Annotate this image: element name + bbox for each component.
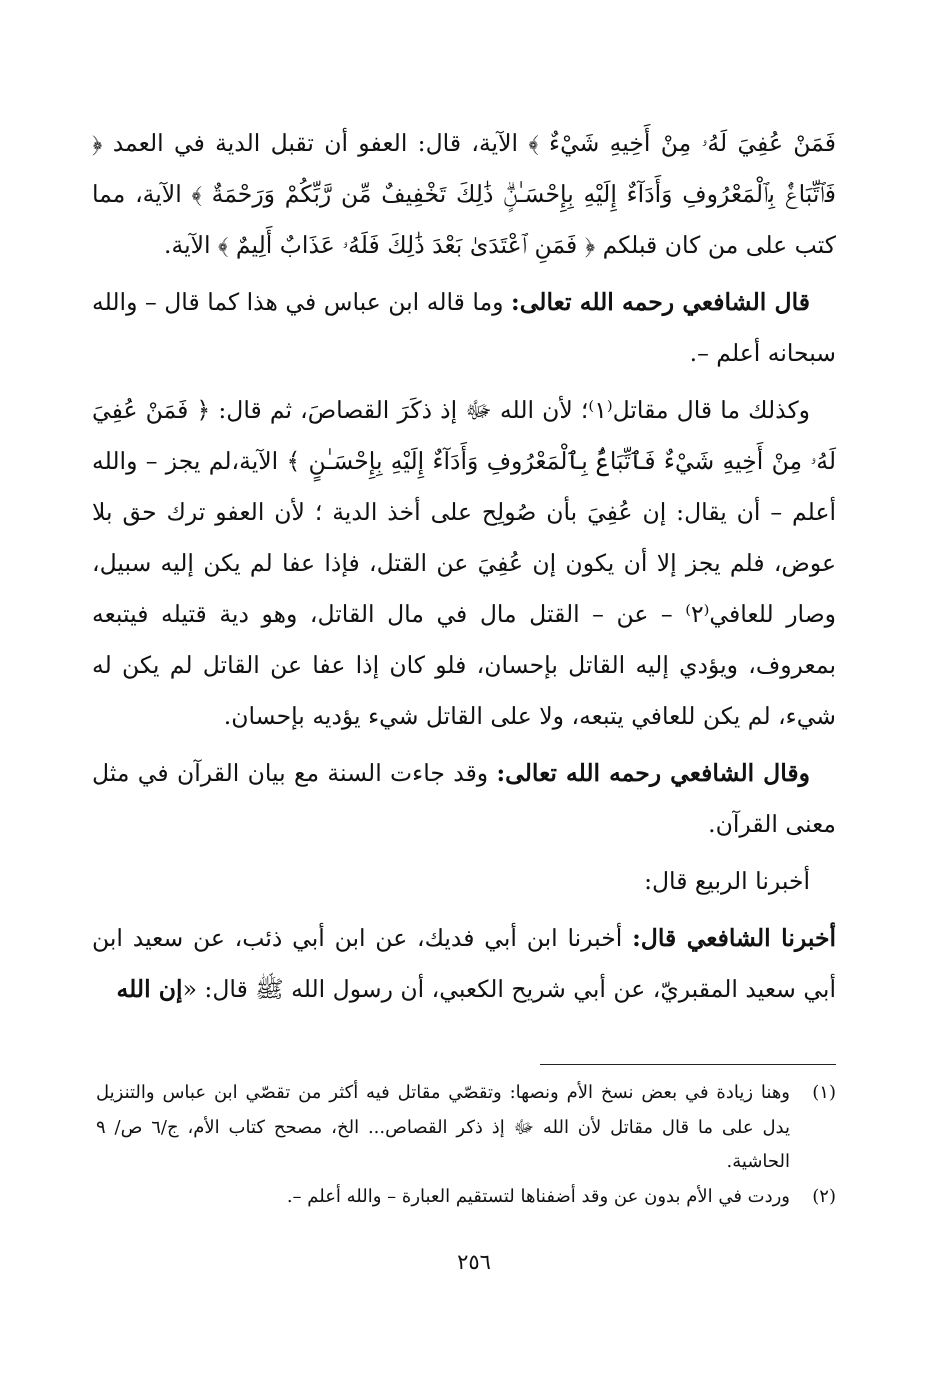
footnote-2-text: وردت في الأم بدون عن وقد أضفناها لتستقيم العبارة – والله أعلم –.: [286, 1185, 790, 1207]
footnote-2: [96, 1180, 836, 1215]
paragraph-3: [92, 385, 836, 742]
footnote-1-text: وهنا زيادة في بعض نسخ الأم ونصها: وتقصّي مقاتل فيه أكثر من تقصّي ابن عباس والتنزيل يدل على ما قال مقاتل لأن الله ﷻ إذ ذكر القصاص... الخ، مصحح كتاب الأم، ج/٦ ص/ ٩ الحاشية.: [96, 1082, 790, 1172]
paragraph-2: [92, 277, 836, 379]
footnote-1-number: (١): [812, 1082, 836, 1103]
paragraph-4-lead: وقال الشافعي رحمه الله تعالى:: [496, 759, 810, 787]
paragraph-3-text: وكذلك ما قال مقاتل⁽١⁾؛ لأن الله ﷻ إذ ذكَرَ القصاصَ، ثم قال: ﴿ فَمَنْ عُفِيَ لَهُۥ مِنْ أَخِيهِ شَيْءٌ فَٱتِّبَاعٌۢ بِٱلْمَعْرُوفِ وَأَدَآءٌ إِلَيْهِ بِإِحْسَـٰنٍ ﴾ الآية،لم يجز – والله أعلم – أن يقال: إن عُفِيَ بأن صُولِح على أخذ الدية ؛ لأن العفو ترك حق بلا عوض، فلم يجز إلا أن يكون إن عُفِيَ عن القتل، فإذا عفا لم يكن إليه سبيل، وصار للعافي⁽٢⁾ – عن – القتل مال في مال القاتل، وهو دية قتيله فيتبعه بمعروف، ويؤدي إليه القاتل بإحسان، فلو كان إذا عفا عن القاتل لم يكن له شيء، لم يكن للعافي يتبعه، ولا على القاتل شيء يؤديه بإحسان.: [92, 396, 837, 730]
page-number: ٢٥٦: [457, 1250, 491, 1274]
paragraph-2-text: وما قاله ابن عباس في هذا كما قال – والله سبحانه أعلم –.: [92, 288, 836, 367]
footnote-divider: [540, 1064, 836, 1065]
paragraph-1-text: فَمَنْ عُفِيَ لَهُۥ مِنْ أَخِيهِ شَيْءٌ ﴾ الآية، قال: العفو أن تقبل الدية في العمد ﴿ فَٱتِّبَاعٌۢ بِٱلْمَعْرُوفِ وَأَدَآءٌ إِلَيْهِ بِإِحْسَـٰنٍۗ ذَٰلِكَ تَخْفِيفٌ مِّن رَّبِّكُمْ وَرَحْمَةٌ ﴾ الآية، مما كتب على من كان قبلكم ﴿ فَمَنِ ٱعْتَدَىٰ بَعْدَ ذَٰلِكَ فَلَهُۥ عَذَابٌ أَلِيمٌ ﴾ الآية.: [92, 129, 836, 259]
paragraph-4-text: وقد جاءت السنة مع بيان القرآن في مثل معنى القرآن.: [92, 759, 836, 838]
paragraph-6-tail: إن الله: [116, 975, 183, 1003]
paragraph-5-text: أخبرنا الربيع قال:: [644, 867, 810, 895]
paragraph-6-lead: أخبرنا الشافعي قال:: [632, 924, 836, 952]
main-text: [92, 118, 836, 1015]
footnotes: [96, 1076, 836, 1214]
paragraph-1: [92, 118, 836, 271]
paragraph-6-text: أخبرنا ابن أبي فديك، عن ابن أبي ذئب، عن سعيد ابن أبي سعيد المقبريّ، عن أبي شريح الكعبي، أن رسول الله ﷺ قال: «: [92, 924, 836, 1003]
paragraph-2-lead: قال الشافعي رحمه الله تعالى:: [511, 288, 810, 316]
footnote-2-number: (٢): [812, 1185, 836, 1207]
paragraph-6: [92, 913, 836, 1015]
paragraph-4: [92, 748, 836, 850]
footnote-1: [96, 1076, 836, 1180]
paragraph-5: [92, 856, 836, 907]
